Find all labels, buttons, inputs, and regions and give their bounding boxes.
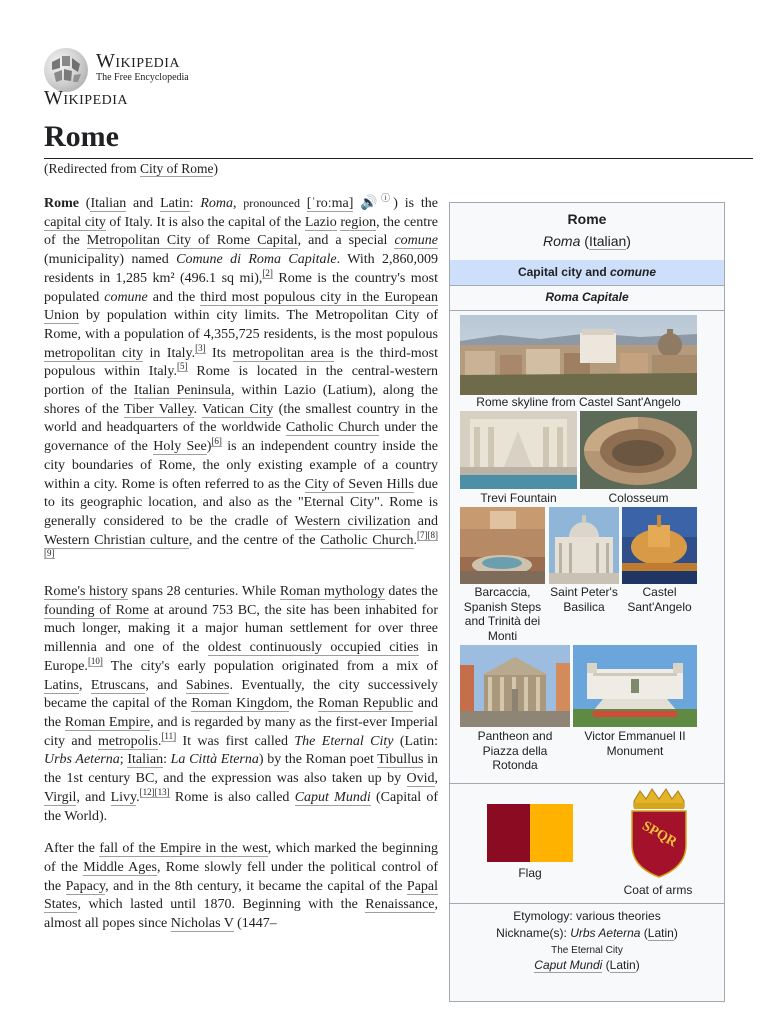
coat-of-arms-spqr: SPQR (639, 818, 680, 851)
paragraph-middle-ages: After the fall of the Empire in the west, which marked the beginning of the Middle Ages, Rome slowly fell under the political control of the Papacy, and in the 8th century, it became the capital of the Papal States, which lasted until 1870. Beginning with the Renaissance, almost all popes since Nicholas V (1447– (44, 841, 439, 932)
link-sabines[interactable]: Sabines (185, 677, 230, 693)
caption-pantheon: Pantheon and Piazza della Rotonda (477, 729, 553, 772)
etymology-row: Etymology: various theories (513, 909, 661, 923)
link-founding-of-rome[interactable]: founding of Rome (44, 602, 150, 618)
nickname1-gloss: The Eternal City (551, 945, 623, 956)
link-western-christian-culture[interactable]: Western Christian culture (44, 532, 189, 548)
link-metropolitan-city[interactable]: metropolitan city (44, 345, 143, 361)
article-body (44, 194, 438, 948)
citation-5[interactable]: [5] (177, 361, 188, 372)
native-name: Roma (543, 233, 581, 249)
link-italian[interactable]: Italian (90, 196, 127, 211)
link-comune[interactable]: comune (394, 233, 439, 249)
link-ipa[interactable]: [ˈroːma] (306, 196, 354, 211)
link-middle-ages[interactable]: Middle Ages (83, 859, 157, 875)
link-virgil[interactable]: Virgil (44, 789, 77, 805)
link-metro-city[interactable]: Metropolitan City of Rome Capital (86, 233, 298, 249)
link-renaissance[interactable]: Renaissance (365, 897, 435, 913)
link-tibullus[interactable]: Tibullus (377, 752, 424, 768)
st-peters-basilica-image[interactable] (549, 507, 619, 584)
audio-info-icon[interactable]: ⓘ (380, 193, 394, 203)
citation-11[interactable]: [11] (161, 730, 177, 741)
link-western-civilization[interactable]: Western civilization (294, 513, 411, 529)
link-livy[interactable]: Livy (110, 789, 137, 805)
link-third-most-populous[interactable]: third most populous city in the European Union (44, 289, 438, 324)
link-lazio[interactable]: Lazio (304, 214, 337, 230)
wikipedia-globe-logo[interactable] (44, 48, 88, 92)
citation-2[interactable]: [2] (262, 267, 273, 278)
link-latins[interactable]: Latins (44, 677, 79, 693)
paragraph-intro: Rome (Italian and Latin: Roma, pronounced [ˈroːma] 🔊ⓘ) is the capital city of Italy. It is also the capital of the Lazio region, the centre of the Metropolitan City of Rome Capital, and a special comune (municipality) named Comune di Roma Capitale. With 2,860,009 residents in 1,285 km² (496.1 sq mi),[2] Rome is the country's most populated comune and the third most populous city in the European Union by population within city limits. The Metropolitan City of Rome, with a population of 4,355,725 residents, is the most populous metropolitan city in Italy.[3] Its metropolitan area is the third-most populous within Italy.[5] Rome is located in the central-western portion of the Italian Peninsula, within Lazio (Latium), along the shores of the Tiber Valley. Vatican City (the smallest country in the world and headquarters of the worldwide Catholic Church under the governance of the Holy See)[6] is an independent country inside the city boundaries of Rome, the only existing example of a country within a city. Rome is often referred to as the City of Seven Hills due to its geographic location, and also as the "Eternal City". Rome is generally considered to be the cradle of Western civilization and Western Christian culture, and the centre of the Catholic Church.[7][8][9] (44, 193, 439, 559)
infobox-divider (450, 783, 724, 784)
trevi-fountain-image[interactable] (460, 411, 577, 489)
infobox-divider (450, 310, 724, 311)
site-header (44, 44, 344, 110)
link-catholic-church[interactable]: Catholic Church (285, 420, 380, 436)
citation-7-9[interactable]: [7][8][9] (44, 529, 438, 559)
castel-santangelo-image[interactable] (622, 507, 697, 584)
nickname2-row: Caput Mundi (Latin) (534, 958, 640, 972)
caption-skyline: Rome skyline from Castel Sant'Angelo (476, 395, 681, 409)
infobox-native-name: Roma (Italian) (543, 233, 631, 249)
link-capital-city[interactable]: capital city (44, 214, 106, 230)
barcaccia-image[interactable] (460, 507, 545, 584)
wikipedia-wordmark-secondary[interactable]: Wikipedia (44, 87, 129, 109)
flag-left-stripe (487, 804, 530, 862)
link-romes-history[interactable]: Rome's history (44, 584, 129, 600)
flag-right-stripe (530, 804, 573, 862)
citation-6[interactable]: [6] (211, 436, 222, 447)
link-city-seven-hills[interactable]: City of Seven Hills (304, 476, 414, 492)
link-tiber-valley[interactable]: Tiber Valley (123, 401, 194, 417)
nicknames-label: Nickname(s): (496, 926, 571, 940)
page-title: Rome (44, 120, 119, 153)
infobox-official-name: Roma Capitale (545, 290, 629, 304)
wikipedia-wordmark[interactable]: Wikipedia (96, 50, 181, 72)
caption-castel: Castel Sant'Angelo (627, 585, 692, 614)
caption-barcaccia: Barcaccia, Spanish Steps and Trinità dei Monti (463, 585, 542, 643)
link-papacy[interactable]: Papacy (65, 878, 106, 894)
caption-st-peters: Saint Peter's Basilica (550, 585, 618, 614)
link-italian-2[interactable]: Italian (127, 752, 164, 768)
link-roman-empire[interactable]: Roman Empire (64, 714, 151, 730)
flag-of-rome[interactable] (487, 804, 573, 862)
redirect-suffix: ) (213, 161, 218, 176)
nickname1-lang-link[interactable]: Latin (647, 926, 674, 940)
link-roman-republic[interactable]: Roman Republic (318, 696, 414, 712)
speaker-icon[interactable]: 🔊 (360, 196, 381, 211)
title-divider (44, 158, 753, 159)
caption-colosseum: Colosseum (608, 491, 669, 505)
paragraph-history: Rome's history spans 28 centuries. While Roman mythology dates the founding of Rome at around 753 BC, the site has been inhabited for much longer, making it a major human settlement for over three millennia and one of the oldest continuously occupied cities in Europe.[10] The city's early population originated from a mix of Latins, Etruscans, and Sabines. Eventually, the city successively became the capital of the Roman Kingdom, the Roman Republic and the Roman Empire, and is regarded by many as the first-ever Imperial city and metropolis.[11] It was first called The Eternal City (Latin: Urbs Aeterna; Italian: La Città Eterna) by the Roman poet Tibullus in the 1st century BC, and the expression was also taken up by Ovid, Virgil, and Livy.[12][13] Rome is also called Caput Mundi (Capital of the World). (44, 584, 439, 824)
nicknames-row: Nickname(s): Urbs Aeterna (Latin) (496, 926, 678, 940)
link-caput-mundi[interactable]: Caput Mundi (294, 789, 371, 805)
caption-flag: Flag (518, 866, 542, 880)
nickname-urbs-aeterna: Urbs Aeterna (570, 926, 641, 940)
nickname-caput-mundi[interactable]: Caput Mundi (534, 958, 603, 972)
wikipedia-tagline: The Free Encyclopedia (96, 72, 189, 83)
infobox-divider (450, 285, 724, 286)
link-italian-peninsula[interactable]: Italian Peninsula (133, 383, 231, 399)
colosseum-image[interactable] (580, 411, 697, 489)
link-region[interactable]: region (340, 214, 377, 230)
link-holy-see[interactable]: Holy See (153, 439, 207, 455)
coat-of-arms-of-rome[interactable] (628, 787, 690, 879)
citation-3[interactable]: [3] (195, 342, 206, 353)
link-nicholas-v[interactable]: Nicholas V (170, 916, 234, 932)
nickname2-lang-link[interactable]: Latin (609, 958, 636, 972)
redirect-note (44, 161, 218, 177)
caption-coat-of-arms: Coat of arms (623, 883, 693, 897)
infobox-title: Rome (567, 211, 607, 227)
type-label-a: Capital city and (517, 265, 610, 279)
link-latin[interactable]: Latin (160, 196, 190, 211)
infobox-type-header (450, 260, 724, 285)
link-oldest-continuously-occupied[interactable]: oldest continuously occupied cities (207, 640, 419, 656)
citation-12-13[interactable]: [12][13] (139, 786, 170, 797)
redirect-prefix: (Redirected from (44, 161, 140, 176)
redirect-link[interactable]: City of Rome (139, 161, 214, 176)
link-ovid[interactable]: Ovid (406, 771, 435, 787)
infobox (449, 202, 725, 1002)
link-vatican-city[interactable]: Vatican City (202, 401, 274, 417)
caption-vittoriano: Victor Emmanuel II Monument (584, 729, 686, 758)
link-etruscans[interactable]: Etruscans (90, 677, 146, 693)
native-lang-link[interactable]: Italian (588, 233, 627, 249)
link-metropolitan-area[interactable]: metropolitan area (232, 345, 334, 361)
link-roman-mythology[interactable]: Roman mythology (279, 584, 385, 600)
link-catholic-church-2[interactable]: Catholic Church (320, 532, 414, 548)
type-label-b[interactable]: comune (610, 265, 657, 279)
link-papal-states[interactable]: Papal States (44, 878, 439, 913)
rome-skyline-image[interactable] (460, 315, 697, 395)
citation-10[interactable]: [10] (87, 655, 103, 666)
caption-trevi: Trevi Fountain (480, 491, 557, 505)
link-fall-of-empire[interactable]: fall of the Empire in the west (99, 841, 268, 857)
victor-emmanuel-monument-image[interactable] (573, 645, 697, 727)
link-roman-kingdom[interactable]: Roman Kingdom (191, 696, 289, 712)
infobox-divider (450, 903, 724, 904)
pantheon-image[interactable] (460, 645, 570, 727)
link-metropolis[interactable]: metropolis (98, 733, 158, 749)
